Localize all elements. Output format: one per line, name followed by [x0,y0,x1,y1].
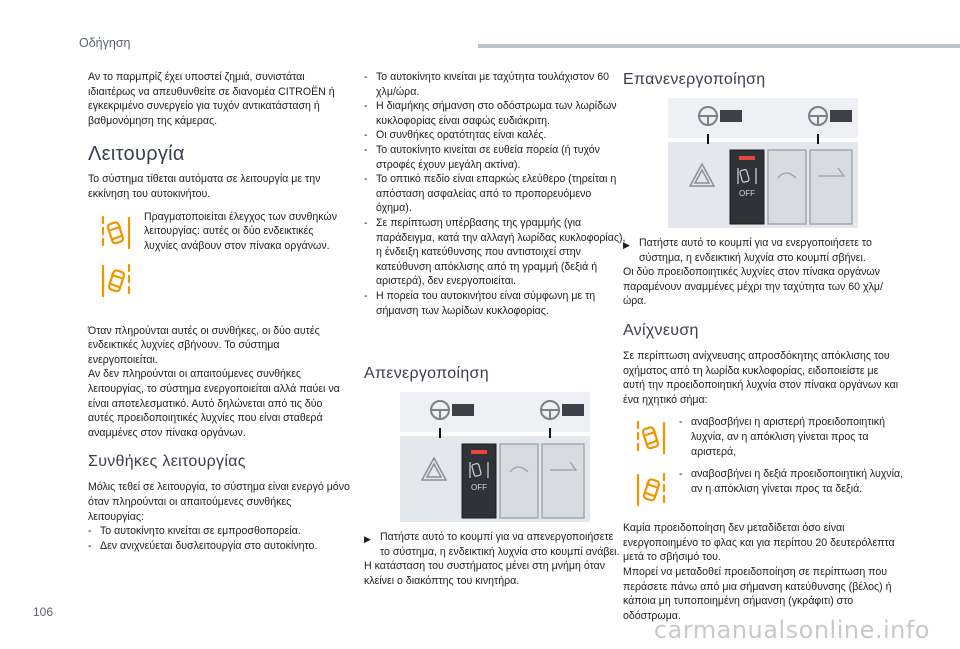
conditions-met-text: Όταν πληρούνται αυτές οι συνθήκες, οι δύο αυτές ενδεικτικές λυχνίες σβήνουν. Το σύστημα ενεργοποιείται. [88,324,320,366]
detection-right-row [623,467,903,509]
list-item: - Η πορεία του αυτοκινήτου είναι σύμφωνη με τη σήμανση των λωρίδων κυκλοφορίας. [364,289,596,317]
list-item: - Το αυτοκίνητο κινείται με ταχύτητα τουλάχιστον 60 χλμ/ώρα. [364,71,610,98]
checks-text: Πραγματοποιείται έλεγχος των συνθηκών λειτουργίας: αυτές οι δύο ενδεικτικές λυχνίες ανάβουν στον πίνακα οργάνων. [144,210,337,252]
heading-reactivation: Επανενεργοποίηση [623,71,766,88]
heading-conditions: Συνθήκες λειτουργίας [88,453,246,471]
page-header-title: Οδήγηση [79,36,131,50]
lane-departure-left-icon [634,419,668,457]
camera-intro-text: Αν το παρμπρίζ έχει υποστεί ζημιά, συνιστάται ιδιαιτέρως να απευθυνθείτε σε διανομέα CITROËN ή εγκεκριμένο συνεργείο για τυχόν αντικατάσταση ή βαθμονόμηση της κάμερας. [88,71,335,127]
may-warning-text: Μπορεί να μεταδοθεί προειδοποίηση σε περίπτωση που περάσετε πάνω από μια σήμανση κατεύθυνσης (βέλος) ή κάποια μη τυποποιημένη σήμανση (γκράφιτι) στο οδόστρωμα. [623,565,892,622]
off-label: OFF [739,189,755,198]
page-header-bar [478,44,960,48]
detection-left-row [623,415,903,459]
off-label: OFF [471,483,487,493]
auto-start-text: Το σύστημα τίθεται αυτόματα σε λειτουργία με την εκκίνηση του αυτοκινήτου. [88,173,321,200]
detection-text: Σε περίπτωση ανίχνευσης απροσδόκητης απόκλισης του οχήματος από τη λωρίδα κυκλοφορίας, ειδοποιείστε με αυτή την προειδοποιητική λυχνία στον πίνακα οργάνων και ένα ηχητικό σήμα: [623,349,899,406]
memory-text: Η κατάσταση του συστήματος μένει στη μνήμη όταν κλείνει ο διακόπτης του κινητήρα. [364,560,606,587]
column-right [623,70,903,623]
arrow-right-icon: ▶ [623,240,630,250]
lane-departure-right-icon [634,471,668,509]
list-item: - Οι συνθήκες ορατότητας είναι καλές. [364,129,547,142]
panel-illustration [668,98,858,228]
warning-lamps-group [88,210,144,300]
watermark: carmanualsonline.info [653,616,930,644]
list-item: - Το αυτοκίνητο κινείται σε εμπροσθοπορεία. [88,525,301,538]
warning-lamps-stay-text: Οι δύο προειδοποιητικές λυχνίες στον πίνακα οργάνων παραμένουν αναμμένες μέχρι την ταχύτητα των 60 χλμ/ώρα. [623,266,883,308]
list-item: - Η διαμήκης σήμανση στο οδόστρωμα των λωρίδων κυκλοφορίας είναι σαφώς ευδιάκριτη. [364,100,617,127]
conditions-not-met-text: Αν δεν πληρούνται οι απαιτούμενες συνθήκες λειτουργίας, το σύστημα ενεργοποιείται αλλά παύει να είναι αποτελεσματικό. Αυτό δηλώνεται από τις δύο αυτές προειδοποιητικές λυχνίες που είναι σταθερά αναμμένες στον πίνακα οργάνων. [88,368,340,439]
conditions-text: Μόλις τεθεί σε λειτουργία, το σύστημα είναι ενεργό μόνο όταν πληρούνται οι απαιτούμενες συνθήκες λειτουργίας: [88,481,350,523]
lane-departure-left-icon [99,214,133,252]
arrow-right-icon: ▶ [364,534,371,545]
press-instruction-deactivate: ▶ Πατήστε αυτό το κουμπί για να απενεργοποιήσετε το σύστημα, η ενδεικτική λυχνία στο κουμπί ανάβει. [364,531,620,558]
panel-illustration [400,392,590,522]
column-left [88,70,350,553]
dashboard-button-panel-reactivate [668,98,858,228]
list-item: - αναβοσβήνει η αριστερή προειδοποιητική λυχνία, αν η απόκλιση γίνεται προς τα αριστερά, [679,416,885,458]
lane-departure-right-icon [99,262,133,300]
list-item: - Το οπτικό πεδίο είναι επαρκώς ελεύθερο (τηρείται η απόσταση ασφαλείας από το προπορευόμενο όχημα). [364,173,617,215]
list-item: - Δεν ανιχνεύεται δυσλειτουργία στο αυτοκίνητο. [88,539,318,552]
column-middle [364,70,626,588]
list-item: - αναβοσβήνει η δεξιά προειδοποιητική λυχνία, αν η απόκλιση γίνεται προς τα δεξιά. [679,468,904,495]
list-item: - Σε περίπτωση υπέρβασης της γραμμής (για παράδειγμα, κατά την αλλαγή λωρίδας κυκλοφορίας), η ένδειξη κατεύθυνσης που αντιστοιχεί στην κατεύθυνση απόκλισης από τη γραμμή (δεξιά ή αριστερά), δεν ενεργοποιείται. [364,216,626,288]
heading-detection: Ανίχνευση [623,321,699,339]
heading-deactivation: Απενεργοποίηση [364,365,489,383]
heading-operation: Λειτουργία [88,143,185,166]
press-instruction-reactivate: ▶ Πατήστε αυτό το κουμπί για να ενεργοποιήσετε το σύστημα, η ενδεικτική λυχνία στο κουμπί σβήνει. [623,237,872,264]
no-warning-text: Καμία προειδοποίηση δεν μεταδίδεται όσο είναι ενεργοποιημένο το φλας και για περίπου 20 δευτερόλεπτα μετά το σβήσιμό του. [623,522,895,564]
dashboard-button-panel-deactivate [400,392,590,522]
page-number: 106 [33,605,54,619]
checks-icon-row [88,210,350,300]
list-item: - Το αυτοκίνητο κινείται σε ευθεία πορεία (ή τυχόν στροφές έχουν μεγάλη ακτίνα). [364,143,600,171]
